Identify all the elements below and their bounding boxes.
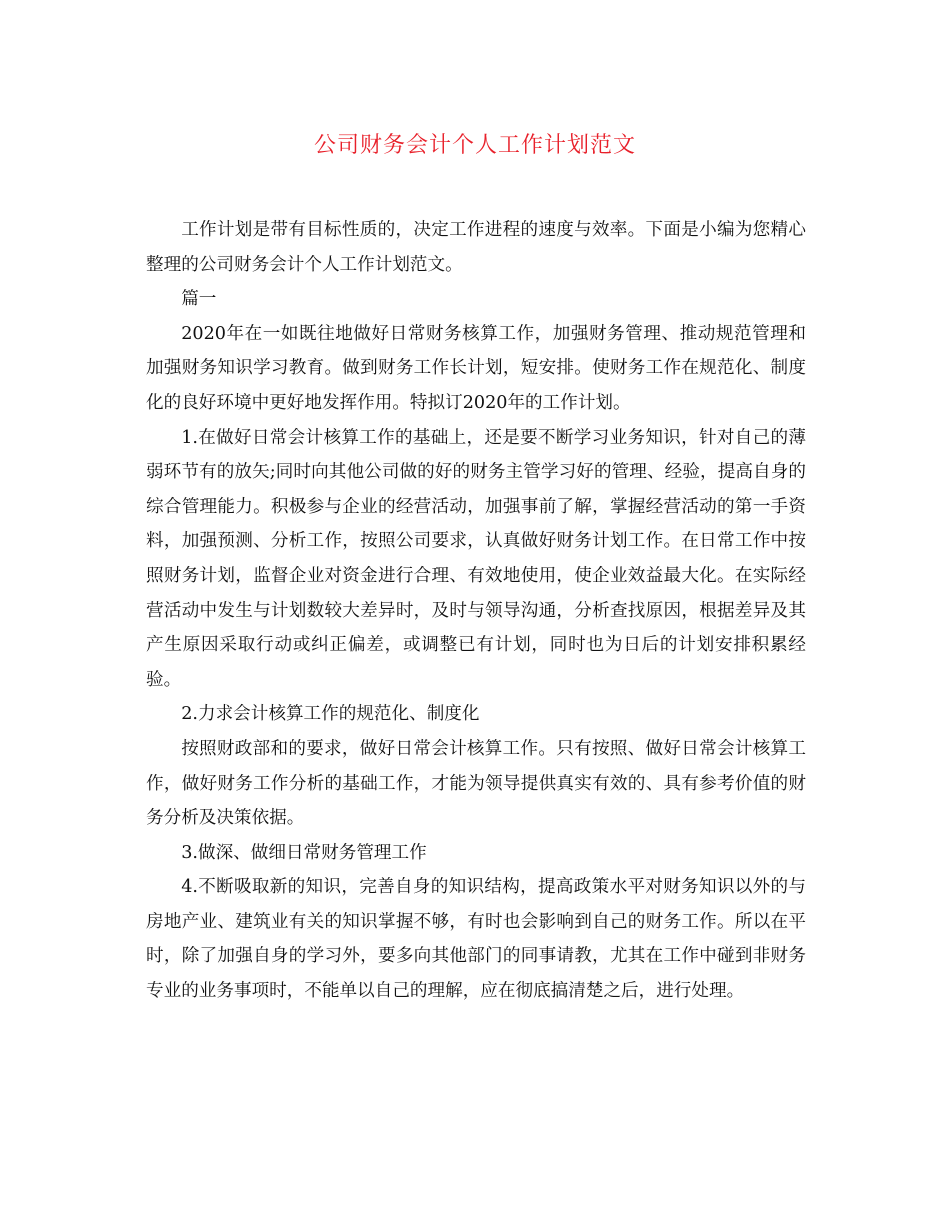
paragraph-item-2-body: 按照财政部和的要求，做好日常会计核算工作。只有按照、做好日常会计核算工作，做好财务工作分析的基础工作，才能为领导提供真实有效的、具有参考价值的财务分析及决策依据。	[146, 738, 806, 829]
paragraph-intro: 工作计划是带有目标性质的，决定工作进程的速度与效率。下面是小编为您精心整理的公司财务会计个人工作计划范文。	[146, 220, 806, 275]
document-title: 公司财务会计个人工作计划范文	[313, 133, 636, 158]
paragraph-item-4: 4.不断吸取新的知识，完善自身的知识结构，提高政策水平对财务知识以外的与房地产业、建筑业有关的知识掌握不够，有时也会影响到自己的财务工作。所以在平时，除了加强自身的学习外，要多向其他部门的同事请教，尤其在工作中碰到非财务专业的业务事项时，不能单以自己的理解，应在彻底搞清楚之后，进行处理。	[146, 877, 806, 1002]
document-body	[146, 213, 806, 1009]
paragraph-item-3-heading: 3.做深、做细日常财务管理工作	[181, 842, 427, 863]
paragraph-item-1: 1.在做好日常会计核算工作的基础上，还是要不断学习业务知识，针对自己的薄弱环节有的放矢;同时向其他公司做的好的财务主管学习好的管理、经验，提高自身的综合管理能力。积极参与企业的经营活动，加强事前了解，掌握经营活动的第一手资料，加强预测、分析工作，按照公司要求，认真做好财务计划工作。在日常工作中按照财务计划，监督企业对资金进行合理、有效地使用，使企业效益最大化。在实际经营活动中发生与计划数较大差异时，及时与领导沟通，分析查找原因，根据差异及其产生原因采取行动或纠正偏差，或调整已有计划，同时也为日后的计划安排积累经验。	[146, 427, 806, 690]
paragraph-item-2-heading: 2.力求会计核算工作的规范化、制度化	[181, 704, 480, 725]
paragraph-overview: 2020年在一如既往地做好日常财务核算工作，加强财务管理、推动规范管理和加强财务知识学习教育。做到财务工作长计划，短安排。使财务工作在规范化、制度化的良好环境中更好地发挥作用。特拟订2020年的工作计划。	[146, 323, 806, 413]
paragraph-section-heading: 篇一	[181, 289, 217, 310]
